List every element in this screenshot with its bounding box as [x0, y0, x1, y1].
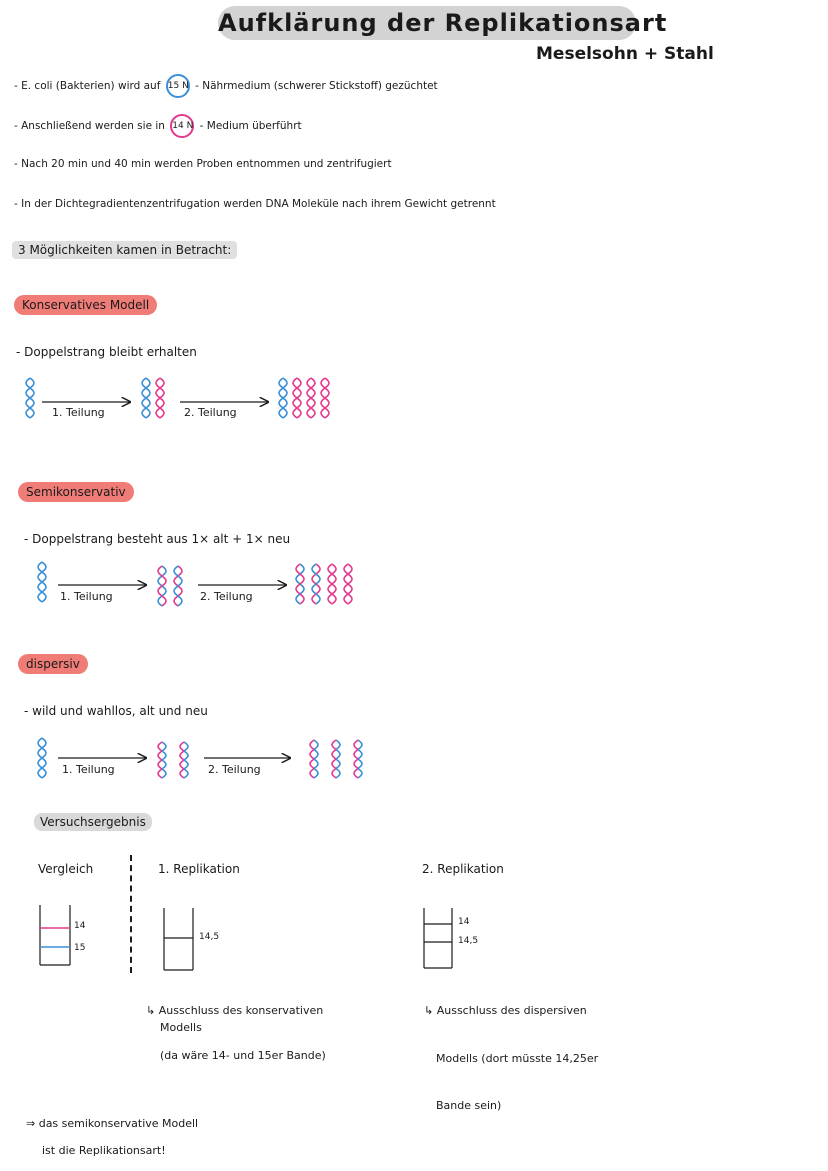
dna-helices	[26, 378, 362, 778]
dna-helix	[293, 378, 301, 418]
dna-helix	[158, 742, 166, 778]
rep1-note-line2: Modells	[160, 1021, 202, 1034]
rep2-heading: 2. Replikation	[422, 862, 504, 876]
compare-band-14: 14	[74, 921, 86, 931]
model-label-dispersive: dispersiv	[18, 654, 88, 674]
dna-helix	[38, 738, 46, 778]
model-desc-semiconservative: - Doppelstrang besteht aus 1× alt + 1× neu	[24, 532, 291, 546]
tube-compare	[40, 905, 70, 965]
rep2-note-line1: ↳ Ausschluss des dispersiven	[424, 1004, 587, 1017]
dna-helix	[158, 566, 166, 606]
n15-circle: 15 N	[166, 74, 190, 98]
dna-helix	[321, 378, 329, 418]
model-label-semiconservative: Semikonservativ	[18, 482, 134, 502]
bullet-1-suffix: - Nährmedium (schwerer Stickstoff) gezüchtet	[195, 80, 438, 92]
bullet-3: - Nach 20 min und 40 min werden Proben entnommen und zentrifugiert	[14, 158, 392, 170]
n14-circle: 14 N	[170, 114, 194, 138]
page-title: Aufklärung der Replikationsart	[218, 6, 636, 40]
dna-helix	[174, 566, 182, 606]
rep1-band-label: 14,5	[199, 932, 220, 942]
dna-helix	[332, 740, 340, 778]
bullet-1-prefix: - E. coli (Bakterien) wird auf	[14, 80, 161, 92]
model-label-conservative: Konservatives Modell	[14, 295, 157, 315]
dna-helix	[344, 564, 352, 604]
compare-band-15: 15	[74, 943, 86, 953]
dna-helix	[180, 742, 188, 778]
model-desc-dispersive: - wild und wahllos, alt und neu	[24, 704, 208, 718]
model-desc-conservative: - Doppelstrang bleibt erhalten	[16, 345, 197, 359]
bullet-4: - In der Dichtegradientenzentrifugation werden DNA Moleküle nach ihrem Gewicht getrennt	[14, 198, 496, 210]
step2-label-semiconservative: 2. Teilung	[200, 590, 253, 603]
dna-helix	[307, 378, 315, 418]
conclusion-line1: ⇒ das semikonservative Modell	[26, 1117, 199, 1130]
bullet-2-suffix: - Medium überführt	[199, 120, 302, 132]
dna-helix	[354, 740, 362, 778]
conclusion-line2: ist die Replikationsart!	[42, 1144, 166, 1157]
rep2-note-line2: Modells (dort müsste 14,25er	[436, 1052, 599, 1065]
dna-helix	[312, 564, 320, 604]
rep2-note-line3: Bande sein)	[436, 1099, 502, 1112]
rep1-heading: 1. Replikation	[158, 862, 240, 876]
tube-rep1	[164, 908, 193, 970]
rep2-band-145: 14,5	[458, 936, 479, 946]
compare-heading: Vergleich	[38, 862, 94, 876]
step2-label-dispersive: 2. Teilung	[208, 763, 261, 776]
bullet-2-prefix: - Anschließend werden sie in	[14, 120, 165, 132]
dna-helix	[142, 378, 150, 418]
rep1-note-line3: (da wäre 14- und 15er Bande)	[160, 1049, 326, 1062]
rep1-note-line1: ↳ Ausschluss des konservativen	[146, 1004, 324, 1017]
possibilities-label: 3 Möglichkeiten kamen in Betracht:	[12, 241, 237, 259]
step1-label-dispersive: 1. Teilung	[62, 763, 115, 776]
dna-helix	[310, 740, 318, 778]
dna-helix	[279, 378, 287, 418]
dna-helix	[26, 378, 34, 418]
result-label: Versuchsergebnis	[34, 813, 152, 831]
step2-label-conservative: 2. Teilung	[184, 406, 237, 419]
dna-helix	[328, 564, 336, 604]
step1-label-semiconservative: 1. Teilung	[60, 590, 113, 603]
dna-helix	[296, 564, 304, 604]
step1-label-conservative: 1. Teilung	[52, 406, 105, 419]
tube-rep2	[424, 908, 452, 968]
page-subtitle: Meselsohn + Stahl	[536, 44, 714, 64]
rep2-band-14: 14	[458, 917, 470, 927]
dna-helix	[38, 562, 46, 602]
dna-helix	[156, 378, 164, 418]
